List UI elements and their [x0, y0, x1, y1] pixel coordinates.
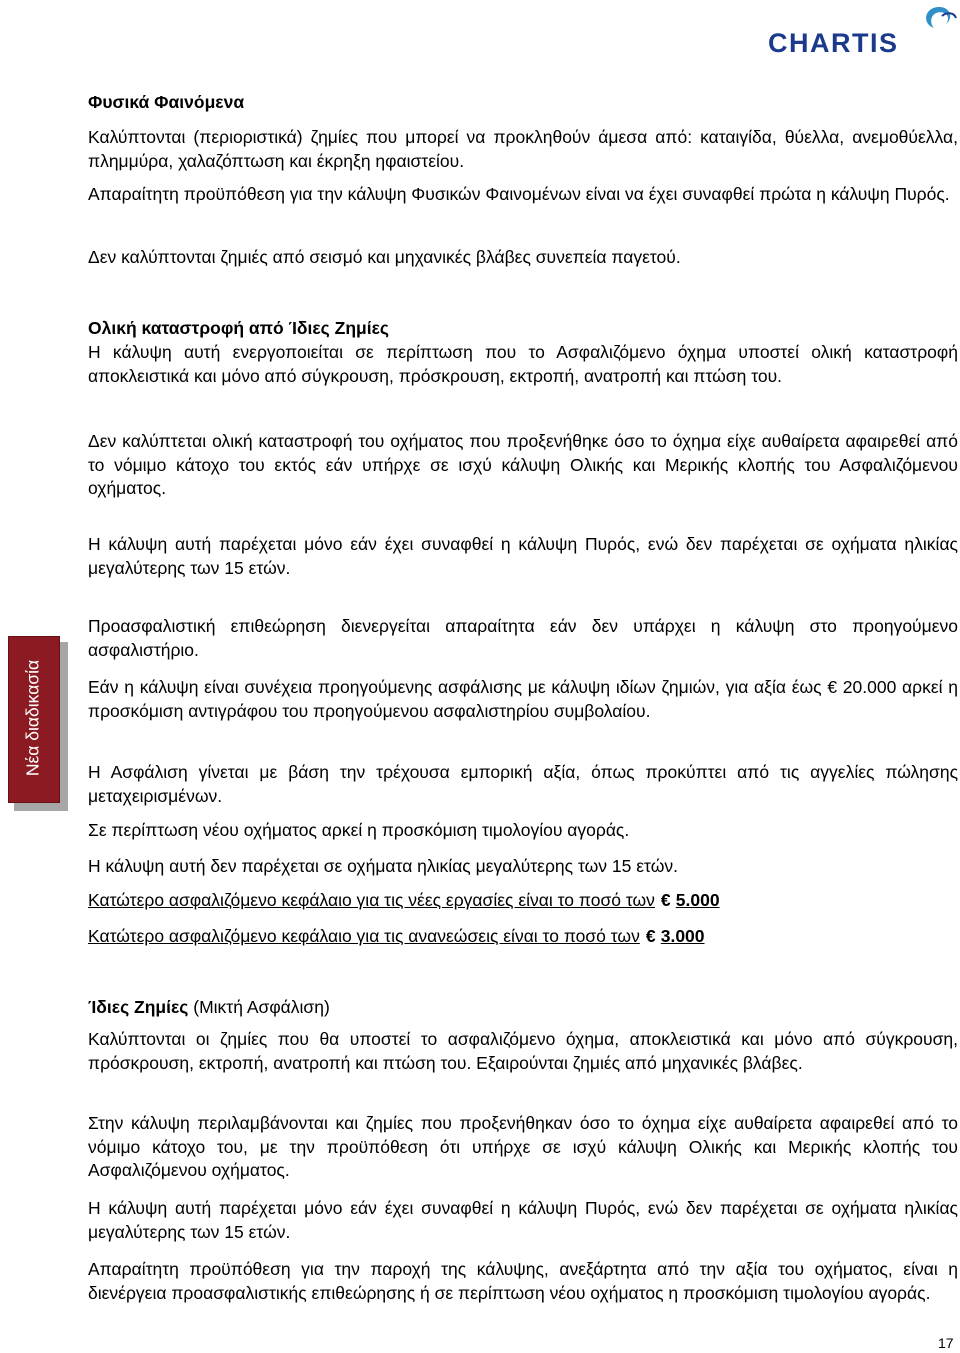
natural-phenomena-p2: Απαραίτητη προϋπόθεση για την κάλυψη Φυσικών Φαινομένων είναι να έχει συναφθεί πρώτα η κάλυψη Πυρός. [88, 184, 950, 204]
own-damage-p1: Καλύπτονται οι ζημίες που θα υποστεί το ασφαλιζόμενο όχημα, αποκλειστικά και μόνο από σύγκρουση, πρόσκρουση, εκτροπή, ανατροπή και πτώση του. Εξαιρούνται ζημιές από μηχανικές βλάβες. [88, 1029, 958, 1073]
new-procedure-p5: Η κάλυψη αυτή δεν παρέχεται σε οχήματα ηλικίας μεγαλύτερης των 15 ετών. [88, 856, 678, 876]
euro-symbol: € [660, 890, 671, 910]
new-procedure-label: Νέα διαδικασία [22, 659, 43, 777]
own-damage-p4: Απαραίτητη προϋπόθεση για την παροχή της κάλυψης, ανεξάρτητα από την αξία του οχήματος, είναι η διενέργεια προασφαλιστικής επιθεώρησης ή σε περίπτωση νέου οχήματος η προσκόμιση τιμολογίου αγοράς. [88, 1259, 958, 1303]
new-procedure-p2: Εάν η κάλυψη είναι συνέχεια προηγούμενης ασφάλισης με κάλυψη ιδίων ζημιών, για αξία έως € 20.000 αρκεί η προσκόμιση αντιγράφου του προηγούμενου ασφαλιστηρίου συμβολαίου. [88, 677, 958, 721]
total-loss-p3: Η κάλυψη αυτή παρέχεται μόνο εάν έχει συναφθεί η κάλυψη Πυρός, ενώ δεν παρέχεται σε οχήματα ηλικίας μεγαλύτερης των 15 ετών. [88, 534, 958, 578]
logo-text: CHARTIS [768, 28, 899, 58]
chartis-swirl-icon [764, 2, 958, 62]
total-loss-p1: Η κάλυψη αυτή ενεργοποιείται σε περίπτωση που το Ασφαλιζόμενο όχημα υποστεί ολική καταστροφή αποκλειστικά και μόνο από σύγκρουση, πρόσκρουση, εκτροπή, ανατροπή και πτώση του. [88, 342, 958, 386]
total-loss-title: Ολική καταστροφή από Ίδιες Ζημίες [88, 318, 389, 338]
new-procedure-p3: Η Ασφάλιση γίνεται με βάση την τρέχουσα εμπορική αξία, όπως προκύπτει από τις αγγελίες πώλησης μεταχειρισμένων. [88, 762, 958, 806]
new-procedure-tab [8, 636, 68, 811]
min-capital-renew-amount: 3.000 [660, 926, 705, 946]
natural-phenomena-p1: Καλύπτονται (περιοριστικά) ζημίες που μπορεί να προκληθούν άμεσα από: καταιγίδα, θύελλα, ανεμοθύελλα, πλημμύρα, χαλαζόπτωση και έκρηξη ηφαιστείου. [88, 127, 958, 171]
natural-phenomena-p3: Δεν καλύπτονται ζημιές από σεισμό και μηχανικές βλάβες συνεπεία παγετού. [88, 247, 681, 267]
own-damage-heading [88, 996, 958, 1020]
new-procedure-p4: Σε περίπτωση νέου οχήματος αρκεί η προσκόμιση τιμολογίου αγοράς. [88, 820, 630, 840]
natural-phenomena-title: Φυσικά Φαινόμενα [88, 92, 245, 112]
chartis-logo [764, 2, 958, 62]
min-capital-renew-line [88, 925, 958, 949]
total-loss-p2: Δεν καλύπτεται ολική καταστροφή του οχήματος που προξενήθηκε όσο το όχημα είχε αυθαίρετα αφαιρεθεί από το νόμιμο κάτοχο του εκτός εάν υπήρχε σε ισχύ κάλυψη Ολικής και Μερικής κλοπής του Ασφαλιζόμενου οχήματος. [88, 431, 958, 498]
own-damage-title-suffix: (Μικτή Ασφάλιση) [193, 997, 330, 1017]
min-capital-new-line [88, 889, 958, 913]
own-damage-title: Ίδιες Ζημίες [88, 997, 189, 1017]
min-capital-new-text: Κατώτερο ασφαλιζόμενο κεφάλαιο για τις νέες εργασίες είναι το ποσό των [88, 890, 655, 910]
own-damage-p2: Στην κάλυψη περιλαμβάνονται και ζημίες που προξενήθηκαν όσο το όχημα είχε αυθαίρετα αφαιρεθεί από το νόμιμο κάτοχο του, με την προϋπόθεση ότι υπήρχε σε ισχύ κάλυψη Ολικής και Μερικής κλοπής του Ασφαλιζόμενου οχήματος. [88, 1113, 958, 1180]
page-number: 17 [938, 1335, 954, 1351]
min-capital-renew-text: Κατώτερο ασφαλιζόμενο κεφάλαιο για τις ανανεώσεις είναι το ποσό των [88, 926, 640, 946]
min-capital-new-amount: 5.000 [675, 890, 720, 910]
euro-symbol: € [645, 926, 656, 946]
own-damage-p3: Η κάλυψη αυτή παρέχεται μόνο εάν έχει συναφθεί η κάλυψη Πυρός, ενώ δεν παρέχεται σε οχήματα ηλικίας μεγαλύτερης των 15 ετών. [88, 1198, 958, 1242]
new-procedure-p1: Προασφαλιστική επιθεώρηση διενεργείται απαραίτητα εάν δεν υπάρχει η κάλυψη στο προηγούμενο ασφαλιστήριο. [88, 616, 958, 660]
